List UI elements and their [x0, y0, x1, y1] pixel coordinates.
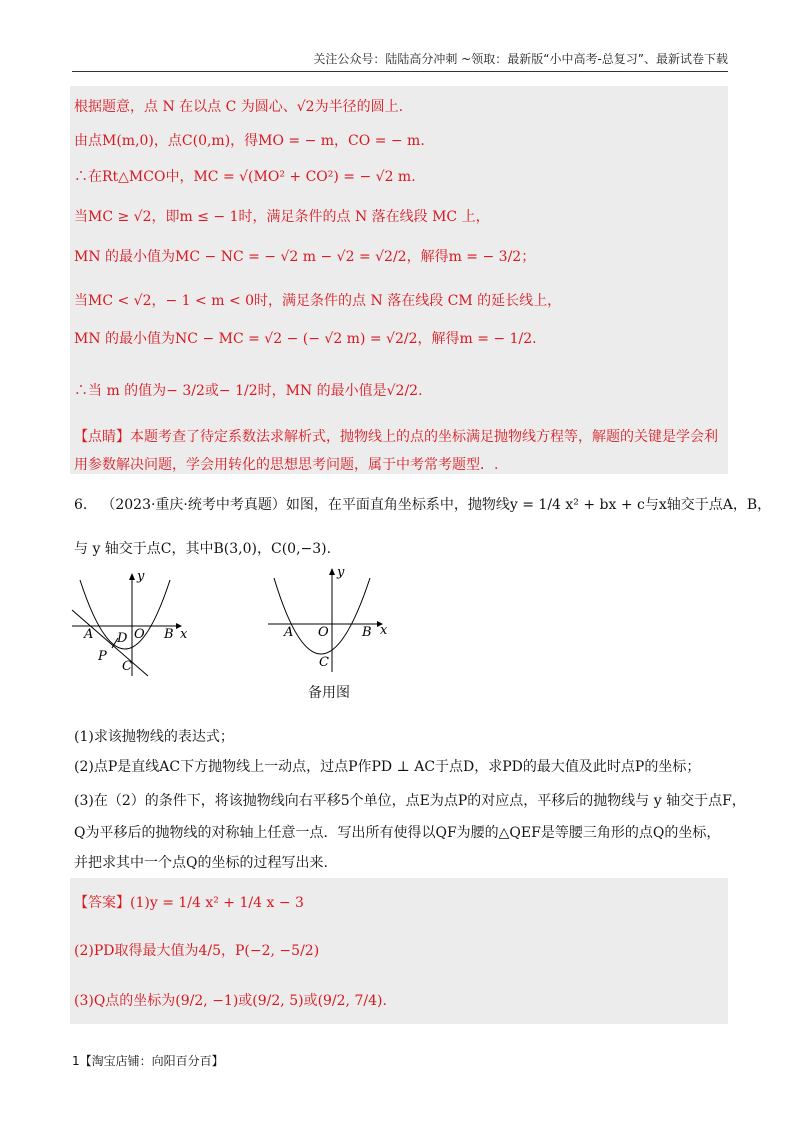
figure-main-labels [83, 569, 188, 674]
label-D: D [117, 631, 128, 646]
label-x2: x [380, 623, 388, 638]
question-part-3a: (3)在（2）的条件下，将该抛物线向右平移5个单位，点E为点P的对应点，平移后的抛物线与 y 轴交于点F， [74, 793, 746, 809]
label-O2: O [318, 625, 329, 640]
label-O: O [134, 627, 145, 642]
label-C: C [122, 659, 132, 674]
question-line-1: 6． （2023·重庆·统考中考真题）如图，在平面直角坐标系中，抛物线y = 1/4 x² + bx + c与x轴交于点A，B， [74, 497, 772, 513]
solution-line-1: 根据题意，点 N 在以点 C 为圆心、√2为半径的圆上. [74, 99, 404, 115]
label-y: y [137, 569, 145, 584]
solution-line-3: ∴在Rt△MCO中，MC = √(MO² + CO²) = − √2 m. [74, 169, 416, 185]
question-part-1: (1)求该抛物线的表达式； [74, 729, 234, 745]
answer-block [70, 878, 728, 1024]
figure-spare-labels [283, 565, 388, 670]
remark-line-2: 用参数解决问题，学会用转化的思想思考问题，属于中考常考题型．. [74, 457, 499, 473]
label-B: B [164, 627, 174, 642]
solution-line-5: MN 的最小值为MC − NC = − √2 m − √2 = √2/2，解得m = − 3/2； [74, 249, 536, 265]
page-header: 关注公众号：陆陆高分冲刺 ~领取：最新版“小中高考-总复习”、最新试卷下载 [313, 52, 728, 66]
remark-line-1: 【点睛】本题考查了待定系数法求解析式，抛物线上的点的坐标满足抛物线方程等，解题的关键是学会利 [74, 429, 718, 445]
question-part-2: (2)点P是直线AC下方抛物线上一动点，过点P作PD ⊥ AC于点D，求PD的最大值及此时点P的坐标； [74, 759, 701, 775]
question-part-3b: Q为平移后的抛物线的对称轴上任意一点．写出所有使得以QF为腰的△QEF是等腰三角形的点Q的坐标， [74, 825, 721, 841]
solution-line-8: ∴当 m 的值为− 3/2或− 1/2时，MN 的最小值是√2/2. [74, 383, 423, 399]
header-rule [72, 71, 728, 72]
solution-line-7: MN 的最小值为NC − MC = √2 − (− √2 m) = √2/2，解得m = − 1/2. [74, 331, 537, 347]
figure-spare [262, 560, 392, 678]
figure-caption: 备用图 [308, 685, 350, 701]
answer-line-3: (3)Q点的坐标为(9/2, −1)或(9/2, 5)或(9/2, 7/4). [74, 993, 387, 1009]
answer-line-2: (2)PD取得最大值为4/5，P(−2, −5/2) [74, 943, 320, 959]
label-y2: y [337, 565, 345, 580]
label-C2: C [319, 655, 329, 670]
question-line-2: 与 y 轴交于点C，其中B(3,0)，C(0,−3). [74, 541, 332, 557]
solution-line-2: 由点M(m,0)，点C(0,m)，得MO = − m，CO = − m. [74, 133, 425, 149]
answer-line-1: 【答案】(1)y = 1/4 x² + 1/4 x − 3 [74, 895, 304, 911]
solution-line-6: 当MC < √2，− 1 < m < 0时，满足条件的点 N 落在线段 CM 的延长线上， [74, 293, 562, 309]
solution-line-4: 当MC ≥ √2，即m ≤ − 1时，满足条件的点 N 落在线段 MC 上， [74, 209, 490, 225]
label-B2: B [362, 625, 372, 640]
page-footer: 1【淘宝店铺：向阳百分百】 [72, 1054, 224, 1068]
label-A: A [84, 627, 94, 642]
label-P: P [98, 649, 107, 664]
question-part-3c: 并把求其中一个点Q的坐标的过程写出来. [74, 855, 328, 871]
label-A2: A [284, 625, 294, 640]
figure-main [70, 568, 195, 678]
label-x: x [180, 627, 188, 642]
solution-block [70, 86, 728, 474]
